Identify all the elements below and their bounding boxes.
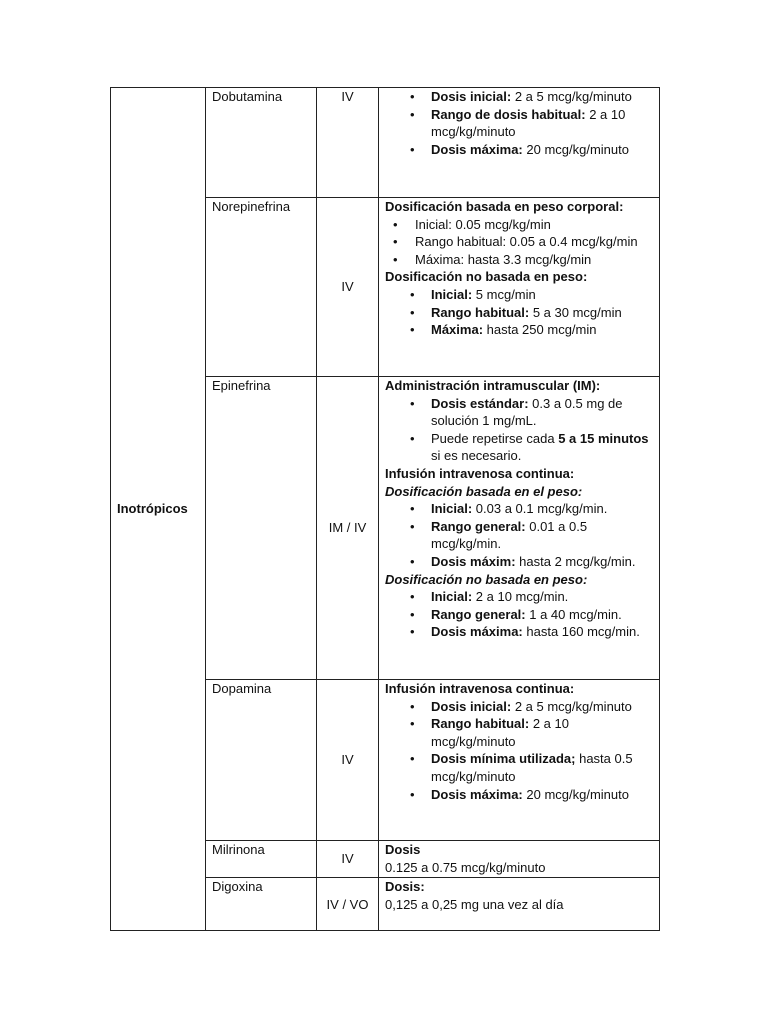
list-item: • Dosis máxima: hasta 160 mcg/min.	[385, 623, 655, 641]
route-cell: IV	[317, 198, 379, 377]
section-subheading: Dosificación basada en el peso:	[385, 483, 583, 499]
list-item: • Rango habitual: 2 a 10 mcg/kg/minuto	[385, 715, 655, 750]
drug-name: Norepinefrina	[206, 198, 317, 377]
list-item: • Máxima: hasta 3.3 mcg/kg/min	[385, 251, 655, 269]
section-heading: Infusión intravenosa continua:	[385, 681, 575, 696]
list-item: • Inicial: 0.03 a 0.1 mcg/kg/min.	[385, 500, 655, 518]
list-item: • Rango habitual: 0.05 a 0.4 mcg/kg/min	[385, 233, 655, 251]
list-item: • Puede repetirse cada 5 a 15 minutos si es necesario.	[385, 430, 655, 465]
section-heading: Dosificación basada en peso corporal:	[385, 199, 624, 214]
dose-list	[385, 286, 655, 339]
list-item: • Dosis máxim: hasta 2 mcg/kg/min.	[385, 553, 655, 571]
dose-list	[385, 588, 655, 641]
section-heading: Infusión intravenosa continua:	[385, 465, 575, 481]
dose-cell	[379, 377, 660, 680]
dose-text: 0.125 a 0.75 mcg/kg/minuto	[385, 859, 546, 875]
drug-name: Digoxina	[206, 878, 317, 931]
dose-cell	[379, 88, 660, 198]
category-cell	[111, 88, 206, 931]
list-item: • Rango general: 1 a 40 mcg/min.	[385, 606, 655, 624]
route-cell: IV	[317, 680, 379, 841]
route-cell: IV / VO	[317, 878, 379, 931]
list-item: • Inicial: 2 a 10 mcg/min.	[385, 588, 655, 606]
list-item: • Dosis mínima utilizada; hasta 0.5 mcg/kg/minuto	[385, 750, 655, 785]
list-item: • Dosis máxima: 20 mcg/kg/minuto	[385, 141, 655, 159]
category-label: Inotrópicos	[117, 501, 188, 517]
list-item: • Dosis estándar: 0.3 a 0.5 mg de solución 1 mg/mL.	[385, 395, 655, 430]
drug-name: Epinefrina	[206, 377, 317, 680]
section-heading: Dosificación no basada en peso:	[385, 269, 588, 285]
dose-cell	[379, 198, 660, 377]
list-item: • Rango habitual: 5 a 30 mcg/min	[385, 304, 655, 322]
drug-name: Dopamina	[206, 680, 317, 841]
list-item: • Inicial: 0.05 mcg/kg/min	[385, 216, 655, 234]
drug-name: Milrinona	[206, 841, 317, 878]
list-item: • Máxima: hasta 250 mcg/min	[385, 321, 655, 339]
drug-name: Dobutamina	[206, 88, 317, 198]
route-cell: IV	[317, 841, 379, 878]
dose-list	[385, 698, 655, 804]
list-item: • Dosis inicial: 2 a 5 mcg/kg/minuto	[385, 88, 655, 106]
list-item: • Inicial: 5 mcg/min	[385, 286, 655, 304]
dose-cell	[379, 680, 660, 841]
dose-list	[385, 216, 655, 269]
list-item: • Dosis inicial: 2 a 5 mcg/kg/minuto	[385, 698, 655, 716]
route-cell: IV	[317, 88, 379, 198]
section-subheading: Dosificación no basada en peso:	[385, 571, 588, 587]
route-cell: IM / IV	[317, 377, 379, 680]
section-heading: Administración intramuscular (IM):	[385, 378, 601, 393]
medication-table	[110, 87, 660, 931]
dose-cell	[379, 878, 660, 931]
section-heading: Dosis:	[385, 879, 425, 894]
list-item: • Rango de dosis habitual: 2 a 10 mcg/kg/minuto	[385, 106, 655, 141]
dose-text: 0,125 a 0,25 mg una vez al día	[385, 896, 564, 912]
list-item: • Rango general: 0.01 a 0.5 mcg/kg/min.	[385, 518, 655, 553]
dose-list	[385, 88, 655, 158]
table-row	[111, 88, 660, 198]
section-heading: Dosis	[385, 842, 421, 857]
dose-list	[385, 500, 655, 570]
dose-cell	[379, 841, 660, 878]
dose-list	[385, 395, 655, 465]
list-item: • Dosis máxima: 20 mcg/kg/minuto	[385, 786, 655, 804]
